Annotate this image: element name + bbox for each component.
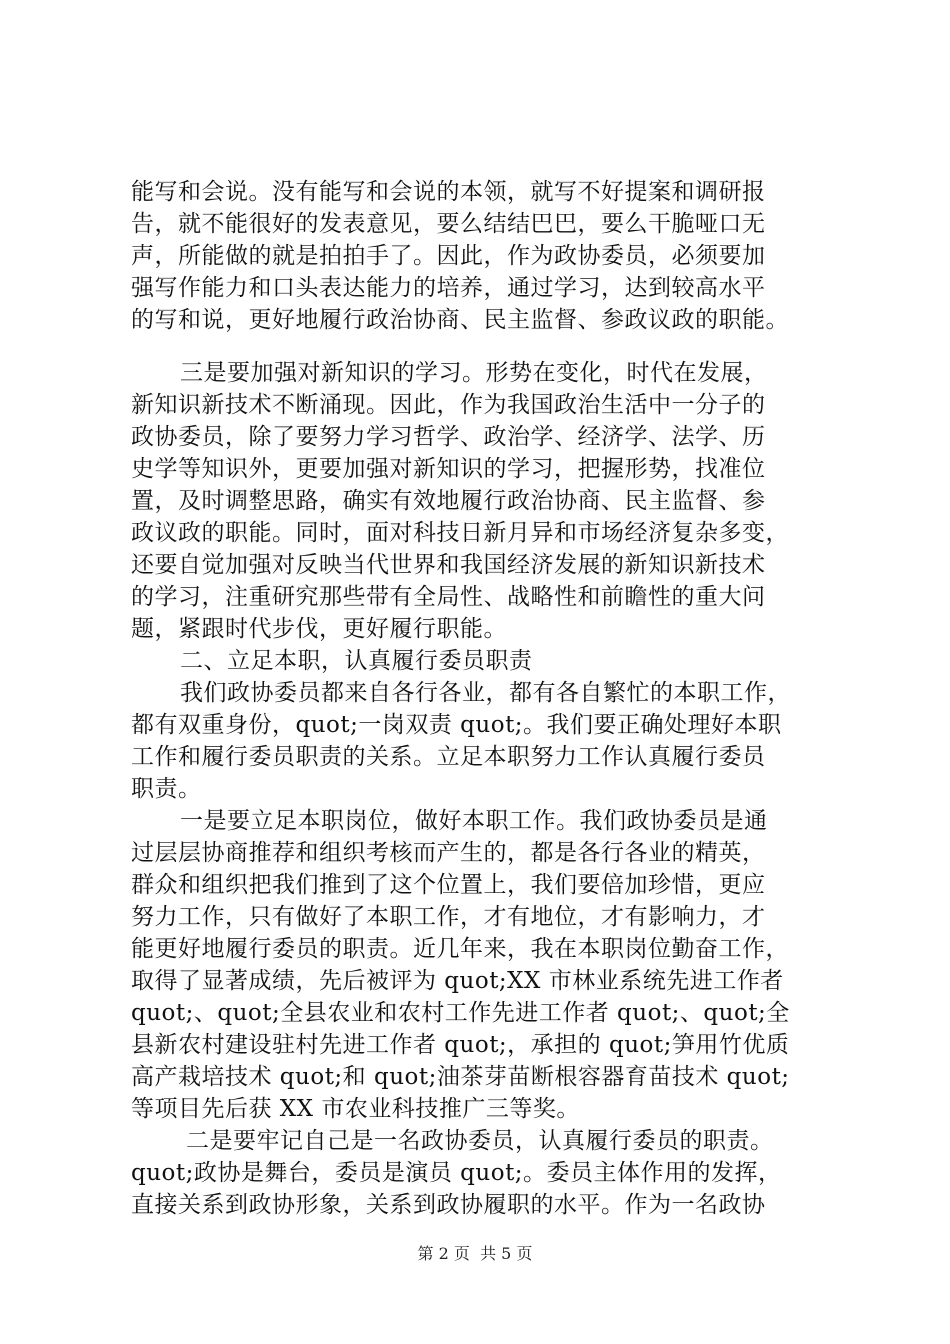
- body-text-line: 能写和会说。没有能写和会说的本领，就写不好提案和调研报: [131, 179, 766, 205]
- body-text-line: 的学习，注重研究那些带有全局性、战略性和前瞻性的重大问: [131, 584, 766, 610]
- body-text-line: 努力工作，只有做好了本职工作，才有地位，才有影响力，才: [131, 904, 766, 930]
- paragraph-first-line: 二是要牢记自己是一名政协委员，认真履行委员的职责。: [186, 1128, 774, 1154]
- body-text-line: 县新农村建设驻村先进工作者 quot;，承担的 quot;笋用竹优质: [131, 1032, 790, 1058]
- section-heading: 二、立足本职，认真履行委员职责: [180, 648, 533, 674]
- body-text-line: 职责。: [131, 776, 202, 802]
- body-text-line: 都有双重身份，quot;一岗双责 quot;。我们要正确处理好本职: [131, 712, 782, 738]
- body-text-line: 群众和组织把我们推到了这个位置上，我们要倍加珍惜，更应: [131, 872, 766, 898]
- paragraph-first-line: 三是要加强对新知识的学习。形势在变化，时代在发展，: [180, 360, 768, 386]
- body-text-line: 工作和履行委员职责的关系。立足本职努力工作认真履行委员: [131, 744, 766, 770]
- body-text-line: 新知识新技术不断涌现。因此，作为我国政治生活中一分子的: [131, 392, 766, 418]
- body-text-line: 政议政的职能。同时，面对科技日新月异和市场经济复杂多变，: [131, 520, 789, 546]
- body-text-line: 题，紧跟时代步伐，更好履行职能。: [131, 616, 507, 642]
- paragraph-first-line: 一是要立足本职岗位，做好本职工作。我们政协委员是通: [180, 808, 768, 834]
- body-text-line: 取得了显著成绩，先后被评为 quot;XX 市林业系统先进工作者: [131, 968, 784, 994]
- body-text-line: 直接关系到政协形象，关系到政协履职的水平。作为一名政协: [131, 1192, 766, 1218]
- body-text-line: 还要自觉加强对反映当代世界和我国经济发展的新知识新技术: [131, 552, 766, 578]
- body-text-line: 政协委员，除了要努力学习哲学、政治学、经济学、法学、历: [131, 424, 766, 450]
- body-text-line: 强写作能力和口头表达能力的培养，通过学习，达到较高水平: [131, 275, 766, 301]
- body-text-line: 高产栽培技术 quot;和 quot;油茶芽苗断根容器育苗技术 quot;: [131, 1064, 790, 1090]
- body-text-line: 告，就不能很好的发表意见，要么结结巴巴，要么干脆哑口无: [131, 211, 766, 237]
- body-text-line: quot;、quot;全县农业和农村工作先进工作者 quot;、quot;全: [131, 1000, 790, 1026]
- body-text-line: 过层层协商推荐和组织考核而产生的，都是各行各业的精英，: [131, 840, 766, 866]
- body-text-line: 史学等知识外，更要加强对新知识的学习，把握形势，找准位: [131, 456, 766, 482]
- body-text-line: 置，及时调整思路，确实有效地履行政治协商、民主监督、参: [131, 488, 766, 514]
- body-text-line: quot;政协是舞台，委员是演员 quot;。委员主体作用的发挥，: [131, 1160, 782, 1186]
- page-number-footer: 第 2 页 共 5 页: [417, 1244, 533, 1263]
- paragraph-first-line: 我们政协委员都来自各行各业，都有各自繁忙的本职工作，: [180, 680, 791, 706]
- body-text-line: 声，所能做的就是拍拍手了。因此，作为政协委员，必须要加: [131, 243, 766, 269]
- body-text-line: 能更好地履行委员的职责。近几年来，我在本职岗位勤奋工作，: [131, 936, 789, 962]
- body-text-line: 的写和说，更好地履行政治协商、民主监督、参政议政的职能。: [131, 307, 789, 333]
- body-text-line: 等项目先后获 XX 市农业科技推广三等奖。: [131, 1096, 580, 1122]
